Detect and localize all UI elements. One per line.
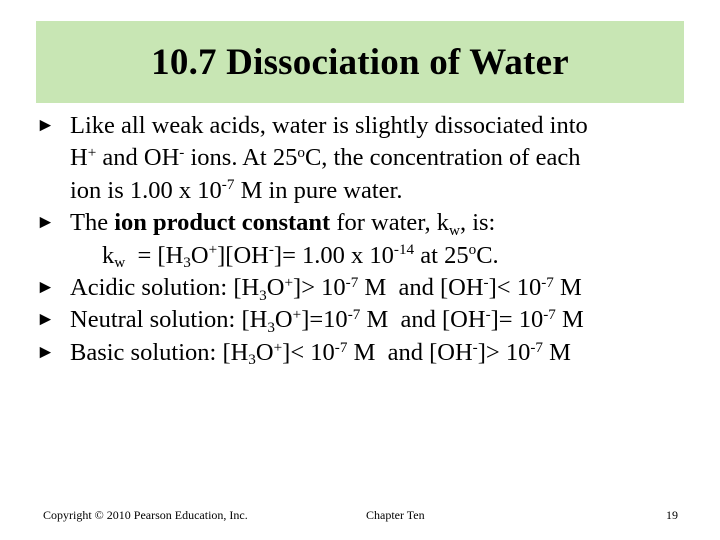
bullet-weak-acid: ► Like all weak acids, water is slightly dissociated into H+ and OH- ions. At 25$^o$C, the concentration of each ion is 1.00 x $10^{-7}$ M in pure water. <box>36 112 588 204</box>
bullet-basic: ► Basic solution: $[H_3O^+]< 10^{-7}$ M and $[OH^-]> 10^{-7}$ M <box>36 338 571 369</box>
bullet-ion-product: ► The ion product constant for water, $k_w$, is: <box>36 209 496 239</box>
bullet-arrow-icon: ► <box>36 341 55 363</box>
kw-equation: $k_w = [H_3O^+][OH^-]= 1.00$ x $10^{-14}$ at 25$^o$C. <box>102 241 499 272</box>
slide-body <box>36 110 696 369</box>
bullet-arrow-icon: ► <box>36 115 55 136</box>
title-banner <box>36 21 684 103</box>
bullet-arrow-icon: ► <box>36 212 55 234</box>
footer-page-number: 19 <box>666 508 678 522</box>
bullet-acidic: ► Acidic solution: $[H_3O^+]> 10^{-7}$ M and $[OH^-]< 10^{-7}$ M <box>36 273 582 304</box>
slide-title: 10.7 Dissociation of Water <box>151 41 569 83</box>
bullet-arrow-icon: ► <box>36 277 55 299</box>
footer-chapter: Chapter Ten <box>366 508 425 522</box>
footer-copyright: Copyright © 2010 Pearson Education, Inc. <box>43 508 248 522</box>
bullet-arrow-icon: ► <box>36 309 55 331</box>
bullet-neutral: ► Neutral solution: $[H_3O^+]=10^{-7}$ M and $[OH^-]= 10^{-7}$ M <box>36 306 584 336</box>
